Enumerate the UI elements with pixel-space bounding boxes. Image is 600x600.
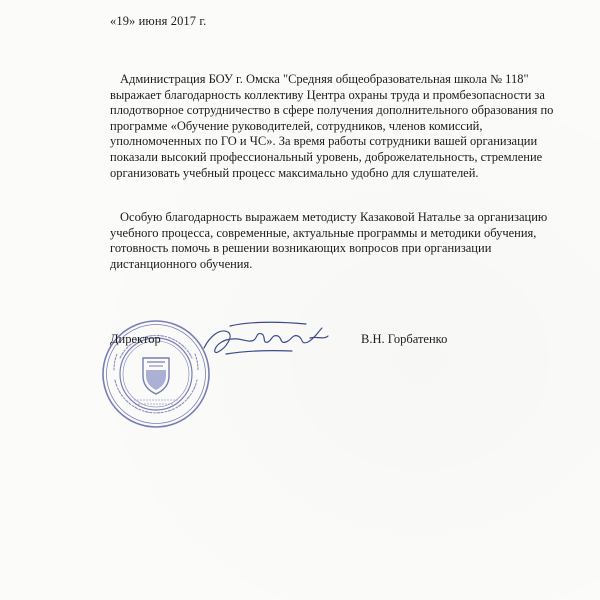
letter-date: «19» июня 2017 г. (110, 14, 207, 28)
letter-paragraph-1: Администрация БОУ г. Омска "Средняя общеобразовательная школа № 118" выражает благодарность коллективу Центра охраны труда и промбезопасности за плодотворное сотрудничество в сфере получения дополнительного образования по программе «Обучение руководителей, сотрудников, членов комиссий, уполномоченных по ГО и ЧС». За время работы сотрудники вашей организации показали высокий профессиональный уровень, доброжелательность, стремление организовать учебный процесс максимально удобно для слушателей. (110, 72, 554, 180)
signatory-title: Директор (110, 332, 161, 346)
coat-of-arms-icon (143, 358, 169, 394)
signature-row (110, 330, 570, 350)
signatory-name: В.Н. Горбатенко (361, 332, 448, 346)
letter-paragraph-2: Особую благодарность выражаем методисту Казаковой Наталье за организацию учебного процесса, современные, актуальные программы и методики обучения, готовность помочь в решении возникающих вопросов при организации дистанционного обучения. (110, 210, 548, 271)
